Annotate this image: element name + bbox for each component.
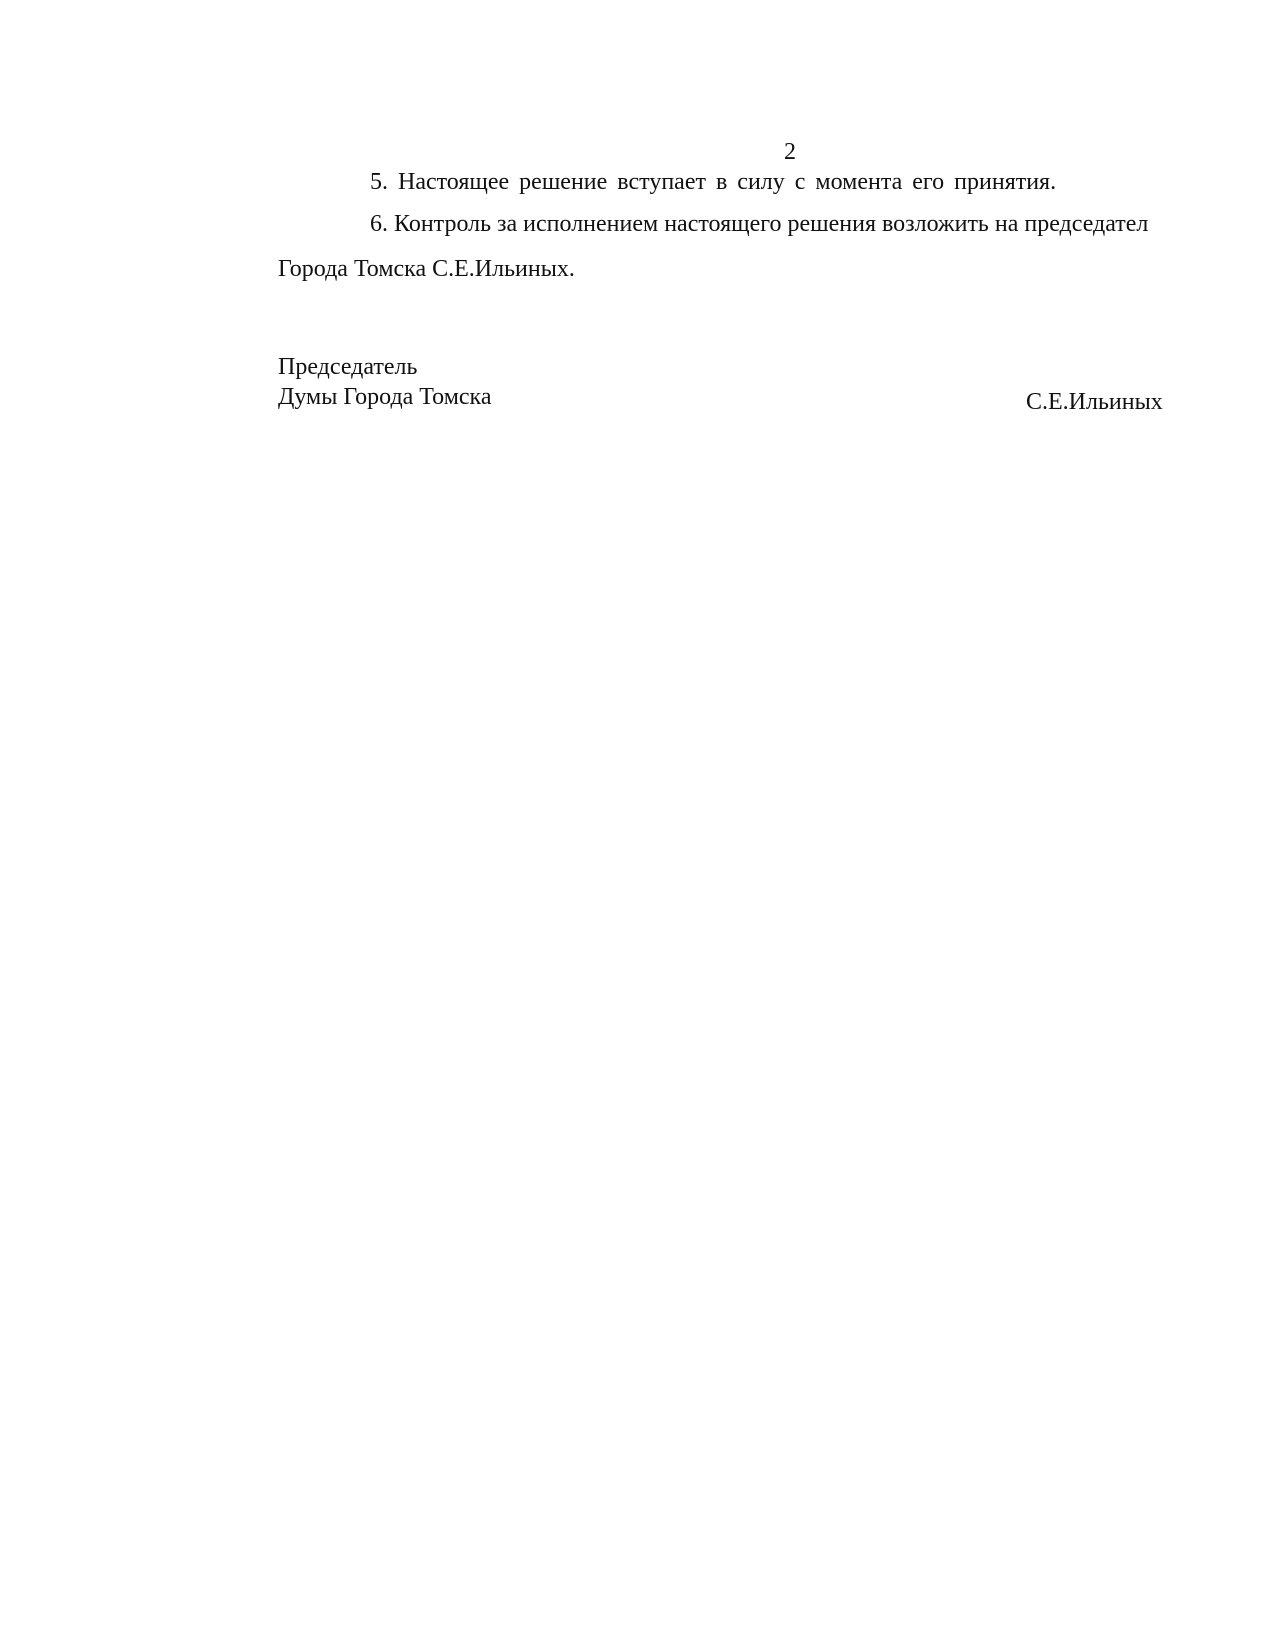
paragraph-6-line-2: Города Томска С.Е.Ильиных. [278,256,575,282]
signature-name: С.Е.Ильиных [1026,389,1163,415]
page-number: 2 [784,139,796,165]
signature-title-line-2: Думы Города Томска [278,384,492,410]
signature-title [278,352,492,412]
paragraph-5: 5. Настоящее решение вступает в силу с момента его принятия. [370,169,1057,195]
signature-title-line-1: Председатель [278,354,418,380]
paragraph-6-line-1: 6. Контроль за исполнением настоящего решения возложить на председател [370,211,1149,237]
